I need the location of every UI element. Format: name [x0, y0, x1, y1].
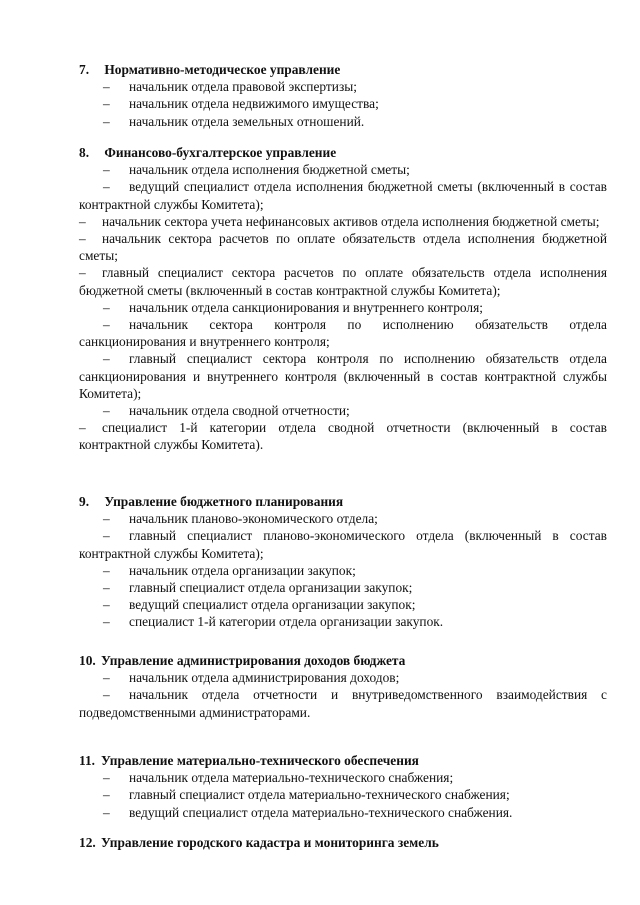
section-title-text: Управление материально-технического обеспечения	[101, 753, 419, 768]
list-item	[79, 230, 607, 264]
list-item-text: начальник отдела администрирования доходов;	[129, 670, 400, 686]
list-item-text: начальник отдела материально-технического снабжения;	[129, 770, 454, 786]
list-item	[79, 596, 607, 613]
list-item-text: начальник отдела правовой экспертизы;	[129, 79, 357, 95]
section-title	[79, 752, 607, 769]
dash-bullet: –	[79, 265, 86, 281]
list-item-text: начальник отдела земельных отношений.	[129, 113, 365, 129]
dash-bullet: –	[103, 597, 110, 613]
list-item-text: главный специалист сектора расчетов по оплате обязательств отдела исполнения бюджетной сметы (включенный в состав контрактной службы Комитета);	[79, 265, 607, 298]
list-item	[79, 78, 607, 95]
list-item-text: начальник планово-экономического отдела;	[129, 511, 378, 527]
list-item-text: ведущий специалист отдела исполнения бюджетной сметы (включенный в состав контрактной службы Комитета);	[79, 179, 607, 212]
list-item	[79, 562, 607, 579]
list-item	[79, 402, 607, 419]
list-item	[79, 419, 607, 453]
section-number: 11.	[79, 753, 95, 768]
list-item-text: специалист 1-й категории отдела организации закупок.	[129, 614, 444, 630]
list-item-text: начальник сектора учета нефинансовых активов отдела исполнения бюджетной сметы;	[102, 213, 600, 229]
section-8	[79, 144, 607, 454]
dash-bullet: –	[103, 162, 110, 178]
dash-bullet: –	[79, 420, 86, 436]
section-title	[79, 493, 607, 510]
section-number: 8.	[79, 145, 90, 160]
dash-bullet: –	[79, 231, 86, 247]
list-item-text: начальник сектора расчетов по оплате обязательств отдела исполнения бюджетной сметы;	[79, 231, 607, 264]
dash-bullet: –	[79, 213, 86, 229]
dash-bullet: –	[103, 770, 110, 786]
list-item-text: главный специалист сектора контроля по исполнению обязательств отдела санкционирования и внутреннего контроля (включенный в состав контрактной службы Комитета);	[79, 351, 607, 401]
dash-bullet: –	[103, 528, 110, 544]
section-number: 7.	[79, 62, 90, 77]
list-item	[79, 804, 607, 821]
section-title-text: Управление бюджетного планирования	[104, 494, 344, 509]
dash-bullet: –	[103, 317, 110, 333]
list-item-text: начальник отдела организации закупок;	[129, 562, 356, 578]
list-item	[79, 786, 607, 803]
list-item	[79, 769, 607, 786]
list-item	[79, 686, 607, 720]
list-item	[79, 95, 607, 112]
section-title	[79, 652, 607, 669]
list-item	[79, 613, 607, 630]
dash-bullet: –	[103, 96, 110, 112]
dash-bullet: –	[103, 179, 110, 195]
list-item	[79, 316, 607, 350]
section-number: 10.	[79, 653, 96, 668]
list-item	[79, 213, 607, 230]
section-number: 9.	[79, 494, 90, 509]
list-item	[79, 264, 607, 298]
dash-bullet: –	[103, 614, 110, 630]
dash-bullet: –	[103, 687, 110, 703]
list-item-text: начальник отдела исполнения бюджетной сметы;	[129, 162, 410, 178]
section-title-text: Управление администрирования доходов бюджета	[101, 653, 406, 668]
dash-bullet: –	[103, 511, 110, 527]
section-9	[79, 493, 607, 631]
section-number: 12.	[79, 835, 96, 850]
dash-bullet: –	[103, 351, 110, 367]
section-title	[79, 144, 607, 161]
list-item	[79, 178, 607, 212]
dash-bullet: –	[103, 787, 110, 803]
list-item-text: начальник отдела сводной отчетности;	[129, 403, 350, 419]
list-item	[79, 113, 607, 130]
section-title	[79, 61, 607, 78]
section-title-text: Финансово-бухгалтерское управление	[104, 145, 337, 160]
dash-bullet: –	[103, 113, 110, 129]
section-title-text: Нормативно-методическое управление	[104, 62, 341, 77]
list-item	[79, 299, 607, 316]
dash-bullet: –	[103, 79, 110, 95]
list-item	[79, 669, 607, 686]
list-item	[79, 510, 607, 527]
list-item-text: главный специалист отдела материально-технического снабжения;	[129, 787, 510, 803]
section-12	[79, 834, 607, 851]
list-item	[79, 579, 607, 596]
section-title-text: Управление городского кадастра и мониторинга земель	[101, 835, 439, 850]
list-item-text: ведущий специалист отдела материально-технического снабжения.	[129, 804, 513, 820]
dash-bullet: –	[103, 670, 110, 686]
dash-bullet: –	[103, 804, 110, 820]
section-title	[79, 834, 607, 851]
list-item-text: специалист 1-й категории отдела сводной отчетности (включенный в состав контрактной службы Комитета).	[79, 420, 607, 453]
dash-bullet: –	[103, 403, 110, 419]
list-item-text: начальник отдела недвижимого имущества;	[129, 96, 379, 112]
list-item-text: начальник сектора контроля по исполнению обязательств отдела санкционирования и внутреннего контроля;	[79, 317, 607, 350]
list-item	[79, 350, 607, 402]
list-item	[79, 527, 607, 561]
dash-bullet: –	[103, 580, 110, 596]
list-item-text: ведущий специалист отдела организации закупок;	[129, 597, 416, 613]
section-11	[79, 752, 607, 821]
dash-bullet: –	[103, 562, 110, 578]
list-item-text: начальник отдела санкционирования и внутреннего контроля;	[129, 299, 483, 315]
list-item-text: главный специалист планово-экономического отдела (включенный в состав контрактной службы Комитета);	[79, 528, 607, 561]
section-10	[79, 652, 607, 721]
list-item-text: главный специалист отдела организации закупок;	[129, 580, 413, 596]
list-item-text: начальник отдела отчетности и внутриведомственного взаимодействия с подведомственными администраторами.	[79, 687, 607, 720]
dash-bullet: –	[103, 299, 110, 315]
section-7	[79, 61, 607, 130]
list-item	[79, 161, 607, 178]
